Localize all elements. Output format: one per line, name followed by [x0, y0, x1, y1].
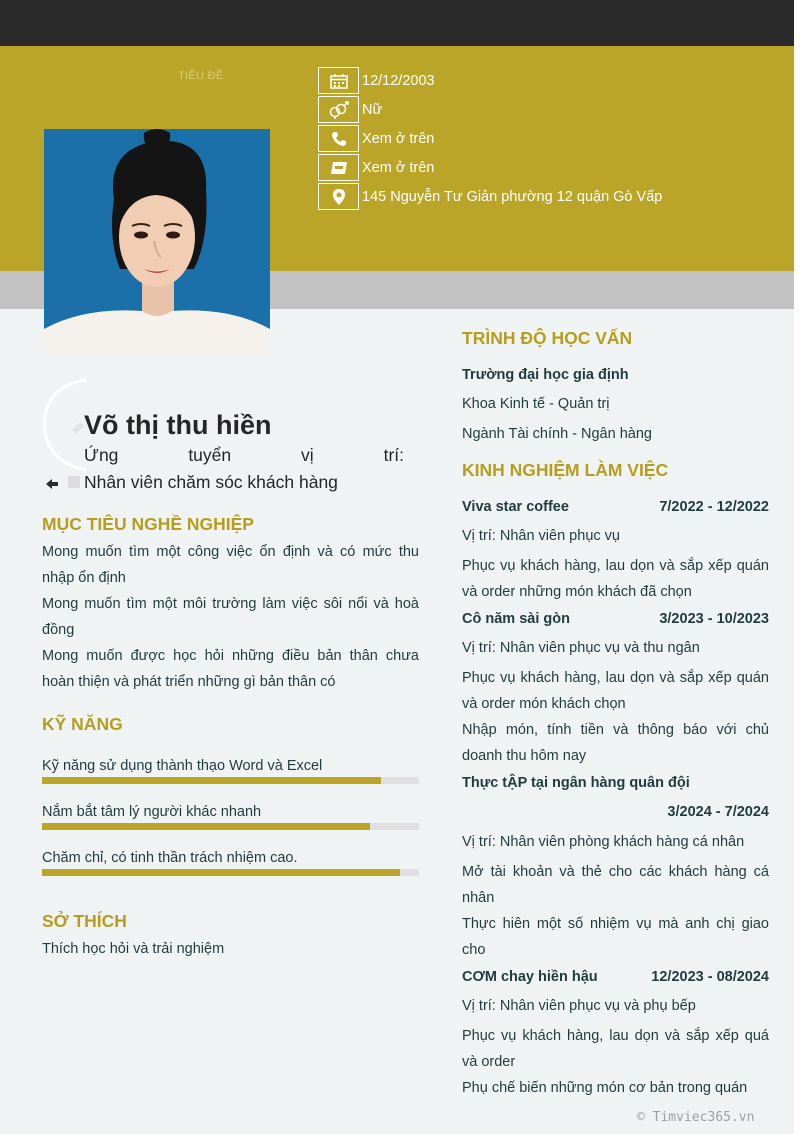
job-detail: Phục vụ khách hàng, lau dọn và sắp xếp quán và order món khách chọn — [462, 670, 769, 712]
job-detail: Nhập món, tính tiền và thông báo với chủ doanh thu hôm nay — [462, 722, 769, 764]
job-company: CƠM chay hiền hậu — [462, 969, 598, 985]
job-period: 3/2023 - 10/2023 — [659, 611, 769, 627]
address-text: 145 Nguyễn Tư Giản phường 12 quận Gò Vấp — [362, 188, 663, 205]
skill-bar — [42, 777, 419, 784]
job-company: Viva star coffee — [462, 499, 569, 515]
job-detail: Phụ chế biến những món cơ bản trong quán — [462, 1080, 748, 1096]
job-company: Cô năm sài gòn — [462, 611, 570, 627]
contact-list — [318, 66, 662, 211]
job-item — [462, 605, 769, 769]
skill-bar-fill — [42, 823, 370, 830]
gender-icon — [318, 96, 359, 123]
contact-row-birthday — [318, 66, 662, 95]
job-header-period — [462, 797, 769, 827]
job-header — [462, 769, 769, 797]
gender-text: Nữ — [362, 101, 383, 118]
job-period: 3/2024 - 7/2024 — [667, 804, 769, 820]
skill-label: Nắm bắt tâm lý người khác nhanh — [42, 804, 262, 820]
contact-row-phone — [318, 124, 662, 153]
decorative-arc — [42, 378, 88, 503]
phone-text: Xem ở trên — [362, 130, 435, 147]
job-detail: Phục vụ khách hàng, lau dọn và sắp xếp quá và order — [462, 1028, 769, 1070]
calendar-icon — [318, 67, 359, 94]
job-header — [462, 963, 769, 991]
job-detail: Thực hiên một số nhiệm vụ mà anh chị giao cho — [462, 916, 769, 958]
skill-bar — [42, 823, 419, 830]
hobby-text: Thích học hỏi và trải nghiệm — [42, 941, 225, 957]
skill-label: Chăm chỉ, có tinh thần trách nhiệm cao. — [42, 850, 298, 866]
experience-title: KINH NGHIỆM LÀM VIỆC — [462, 460, 669, 480]
skill-bar-fill — [42, 777, 381, 784]
education-line: Khoa Kinh tế - Quản trị — [462, 396, 610, 412]
education-title: TRÌNH ĐỘ HỌC VẤN — [462, 328, 633, 348]
job-period: 12/2023 - 08/2024 — [651, 969, 769, 985]
skills-title: KỸ NĂNG — [42, 714, 123, 734]
job-item — [462, 769, 769, 963]
skill-item — [42, 755, 419, 784]
goal-item: Mong muốn tìm một môi trường làm việc sôi nổi và hoà đồng — [42, 596, 419, 638]
job-company: Thực tẬP tại ngân hàng quân đội — [462, 775, 690, 791]
birthday-text: 12/12/2003 — [362, 72, 435, 89]
career-goal-title: MỤC TIÊU NGHỀ NGHIỆP — [42, 514, 254, 534]
phone-icon — [318, 125, 359, 152]
header-tiny-title: TIÊU ĐỀ — [178, 70, 224, 82]
job-role: Vị trí: Nhân viên phòng khách hàng cá nhân — [462, 834, 745, 850]
apply-label: Ứng tuyển vị trí: — [84, 445, 404, 465]
career-goal-section — [42, 513, 419, 695]
contact-row-email — [318, 153, 662, 182]
email-text: Xem ở trên — [362, 159, 435, 176]
goal-item: Mong muốn tìm một công việc ổn định và có mức thu nhập ổn định — [42, 544, 419, 586]
job-detail: Mở tài khoản và thẻ cho các khách hàng cá nhân — [462, 864, 769, 906]
job-role: Vị trí: Nhân viên phục vụ và phụ bếp — [462, 998, 696, 1014]
skill-label: Kỹ năng sử dụng thành thạo Word và Excel — [42, 758, 323, 774]
profile-photo — [44, 129, 270, 355]
candidate-name: Võ thị thu hiền — [84, 410, 272, 440]
skill-bar-fill — [42, 869, 400, 876]
location-icon — [318, 183, 359, 210]
applied-position: Nhân viên chăm sóc khách hàng — [84, 472, 338, 492]
job-item — [462, 493, 769, 605]
skill-item — [42, 847, 419, 876]
skill-bar — [42, 869, 419, 876]
email-icon — [318, 154, 359, 181]
job-role: Vị trí: Nhân viên phục vụ — [462, 528, 620, 544]
job-period: 7/2022 - 12/2022 — [659, 499, 769, 515]
contact-row-gender — [318, 95, 662, 124]
contact-row-address — [318, 182, 662, 211]
job-header — [462, 605, 769, 633]
job-detail: Phục vụ khách hàng, lau dọn và sắp xếp quán và order những món khách đã chọn — [462, 558, 769, 600]
job-header — [462, 493, 769, 521]
top-bar — [0, 0, 794, 46]
hobby-section — [42, 910, 419, 962]
skill-item — [42, 801, 419, 830]
school-name: Trường đại học gia định — [462, 367, 629, 383]
right-column — [462, 327, 769, 1101]
watermark: © Timviec365.vn — [637, 1110, 755, 1125]
education-line: Ngành Tài chính - Ngân hàng — [462, 426, 652, 442]
goal-item: Mong muốn được học hỏi những điều bản thân chưa hoàn thiện và phát triển những gì bản thân có — [42, 648, 419, 690]
skills-section — [42, 713, 419, 876]
job-role: Vị trí: Nhân viên phục vụ và thu ngân — [462, 640, 700, 656]
job-item — [462, 963, 769, 1101]
hobby-title: SỞ THÍCH — [42, 911, 127, 931]
